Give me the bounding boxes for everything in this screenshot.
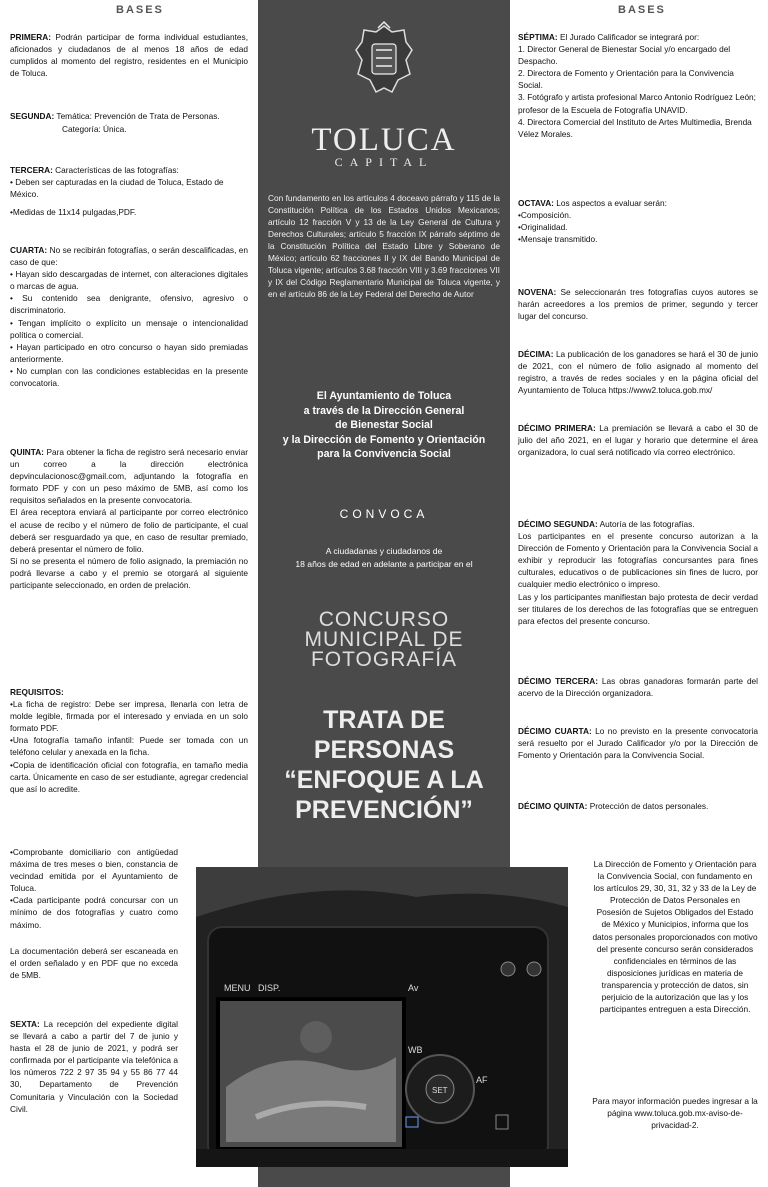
theme-title-line: PREVENCIÓN” <box>295 796 473 824</box>
ayuntamiento-block <box>262 389 506 462</box>
clause-text: La recepción del expediente digital se llevará a cabo a partir del 7 de junio y hasta el 28 de junio de 2021, y podrá ser confirmada por el participante vía telefónica a los números 722 2 97 35 94 y 55 86 77 44 30, Departamento de Prevención Comunitaria y Vinculación con la Sociedad Civil. <box>10 1019 178 1114</box>
brand-name: TOLUCA <box>311 122 457 158</box>
zoom-in-icon <box>527 962 541 976</box>
disp-label: DISP. <box>258 983 281 993</box>
toluca-crest-icon <box>352 20 416 100</box>
clause-text: Protección de datos personales. <box>587 801 709 811</box>
list-item: 3. Fotógrafo y artista profesional Marco Antonio Rodríguez León; profesor de la Escuela de Fotografía UNAVID. <box>518 92 756 115</box>
list-item: •Copia de identificación oficial con fotografía, en tamaño media carta. Únicamente en caso de ser estudiante, agregar credencial que así lo acredite. <box>10 759 248 794</box>
clause-label: DÉCIMO PRIMERA: <box>518 423 596 433</box>
clause-text: La publicación de los ganadores se hará el 30 de junio de 2021, con el número de folio asignado al momento del registro, a través de redes sociales y en la página oficial del Ayuntamiento de Toluca https://www2.toluca.gob.mx/ <box>518 349 758 396</box>
clause-label: OCTAVA: <box>518 198 554 208</box>
legal-foundation: Con fundamento en los artículos 4 doceavo párrafo y 115 de la Constitución Política de los Estados Unidos Mexicanos; artículo 12 fracción V y 13 de la Ley General de Cultura y Derechos Culturales; artículo 5 fracción IX párrafo séptimo de la Constitución Política del Estado Libre y Soberano de México; artículo 62 fracciones II y IX del Bando Municipal de Toluca vigente; artículos 3.68 fracción VIII y 3.69 fracciones VII y IX del Código Reglamentario Municipal de Toluca vigente, y en el artículo 86 de la Ley Federal del Derecho de Autor <box>268 193 500 299</box>
requisitos-continued <box>10 846 178 981</box>
clause-text: Lo no previsto en la presente convocatoria será resuelto por el Jurado Calificador y/o por la Dirección de Fomento y Orientación para la Convivencia Social. <box>518 726 758 761</box>
ayto-line: de Bienestar Social <box>335 419 433 432</box>
contest-title-line: CONCURSO <box>318 608 450 631</box>
list-item: •Cada participante podrá concursar con un mínimo de dos fotografías y cuatro como máximo. <box>10 895 178 930</box>
clause-label: CUARTA: <box>10 245 48 255</box>
camera-illustration <box>196 867 568 1167</box>
brand-subtitle: CAPITAL <box>334 155 434 169</box>
clause-label: DÉCIMO QUINTA: <box>518 801 588 811</box>
list-item: • Hayan sido descargadas de internet, con alteraciones digitales o marcas de agua. <box>10 269 248 292</box>
quinta-clause <box>10 446 248 591</box>
clause-label: DÉCIMO SEGUNDA: <box>518 519 598 529</box>
section-label: REQUISITOS: <box>10 687 64 697</box>
contest-title-line: MUNICIPAL DE <box>304 628 464 651</box>
clause-label: DÉCIMO CUARTA: <box>518 726 592 736</box>
clause-label: SEGUNDA: <box>10 111 55 121</box>
av-label: Av <box>408 983 419 993</box>
segunda-category: Categoría: Única. <box>62 124 127 134</box>
segunda-clause <box>10 110 248 122</box>
list-item: •Composición. <box>518 210 572 221</box>
list-item: • No cumplan con las condiciones establecidas en la presente convocatoria. <box>10 365 248 389</box>
sexta-clause <box>10 1018 178 1115</box>
list-item: •Comprobante domiciliario con antigüedad máxima de tres meses o bien, constancia de vecindad emitida por el Ayuntamiento de Toluca. <box>10 847 178 894</box>
zoom-out-icon <box>501 962 515 976</box>
decimo-tercera-clause <box>518 675 758 699</box>
clause-text: Podrán participar de forma individual estudiantes, aficionados y ciudadanos de al menos 18 años de edad cumplidos al momento del registro, residentes en el Municipio de Toluca. <box>10 32 248 79</box>
primera-clause <box>10 31 248 79</box>
decimo-primera-clause <box>518 422 758 458</box>
clause-text: La premiación se llevará a cabo el 30 de julio del año 2021, en el lugar y horario que determine el área organizadora, lo cual será notificado vía correo electrónico. <box>518 423 759 458</box>
clause-text: Las y los participantes manifiestan bajo protesta de decir verdad ser titulares de los derechos de las fotografías que se entreguen para efectos del presente concurso. <box>518 591 758 626</box>
decima-clause <box>518 348 758 396</box>
theme-title <box>258 705 510 825</box>
clause-label: TERCERA: <box>10 165 53 175</box>
octava-clause <box>518 197 758 245</box>
list-item: •Una fotografía tamaño infantil: Puede ser tomada con un teléfono celular y anexada en la ficha. <box>10 735 248 758</box>
more-info-link[interactable]: Para mayor información puedes ingresar a la página www.toluca.gob.mx-aviso-de-privacidad-2. <box>592 1096 758 1131</box>
clause-text: Temática: Prevención de Trata de Personas. <box>54 111 220 121</box>
ayto-line: y la Dirección de Fomento y Orientación <box>282 433 486 446</box>
invitation-line: A ciudadanas y ciudadanos de <box>325 546 443 556</box>
clause-text: Los aspectos a evaluar serán: <box>553 198 667 208</box>
theme-title-line: PERSONAS <box>313 736 455 764</box>
convoca-heading: CONVOCA <box>339 507 429 521</box>
menu-label: MENU <box>224 983 251 993</box>
clause-text: Autoría de las fotografías. <box>597 519 695 529</box>
list-item: • Deben ser capturadas en la ciudad de Toluca, Estado de México. <box>10 177 224 200</box>
ayto-line: a través de la Dirección General <box>303 404 465 417</box>
decimo-cuarta-clause <box>518 725 758 761</box>
cuarta-clause <box>10 244 248 389</box>
clause-text: Los participantes en el presente concurso autorizan a la Dirección de Fomento y Orientación para la Convivencia Social a exhibir y reproducir las fotografías concursantes para fines culturales, educativos o de publicaciones sin fines de lucro, por cualquier medio electrónico o impreso. <box>518 531 758 590</box>
clause-text: No se recibirán fotografías, o serán descalificadas, en caso de que: <box>10 245 248 268</box>
clause-label: QUINTA: <box>10 447 44 457</box>
clause-text: Las obras ganadoras formarán parte del acervo de la Dirección organizadora. <box>518 676 759 699</box>
list-item: •Mensaje transmitido. <box>518 234 598 245</box>
list-item: •La ficha de registro: Debe ser impresa, llenarla con letra de molde legible, firmada por el interesado y enviada en un solo formato PDF. <box>10 699 248 734</box>
clause-label: SÉPTIMA: <box>518 32 558 42</box>
clause-text: El Jurado Calificador se integrará por: <box>557 32 700 42</box>
invitation-line: 18 años de edad en adelante a participar en el <box>295 559 473 569</box>
list-item: • Tengan implícito o explícito un mensaje o intencionalidad política o comercial. <box>10 317 248 340</box>
clause-text: Si no se presenta el número de folio asignado, la premiación no podrá llevarse a cabo y el premio se otorgará al siguiente participante seleccionado, en orden de prelación. <box>10 555 248 591</box>
clause-text: Se seleccionarán tres fotografías cuyos autores se harán acreedores a los premios de primer, segundo y tercer lugar del concurso. <box>518 287 758 322</box>
tercera-clause <box>10 164 248 218</box>
contest-title <box>258 610 510 670</box>
bases-heading: BASES <box>618 4 666 16</box>
bases-heading: BASES <box>116 4 164 16</box>
list-item: La documentación deberá ser escaneada en el orden señalado y en PDF que no exceda de 5MB. <box>10 945 178 980</box>
decimo-segunda-clause <box>518 518 758 627</box>
list-item: 1. Director General de Bienestar Social y/o encargado del Despacho. <box>518 44 731 67</box>
list-item: •Originalidad. <box>518 222 568 233</box>
list-item: 2. Directora de Fomento y Orientación para la Convivencia Social. <box>518 68 734 91</box>
clause-text: Características de las fotografías: <box>52 165 179 175</box>
af-label: AF <box>476 1075 488 1085</box>
clause-text: El área receptora enviará al participante por correo electrónico el acuse de recibo y el número de folio de participante, el cual deberá ser resguardado ya que, en caso de resultar premiado, deberá presentar el número de folio. <box>10 507 248 554</box>
set-label: SET <box>432 1086 448 1095</box>
clause-label: DÉCIMA: <box>518 349 554 359</box>
theme-title-line: “ENFOQUE A LA <box>284 766 484 794</box>
wb-label: WB <box>408 1045 423 1055</box>
list-item: • Su contenido sea denigrante, ofensivo, agresivo o discriminatorio. <box>10 293 248 316</box>
septima-clause <box>518 31 758 140</box>
clause-text: Para obtener la ficha de registro será necesario enviar un correo a la dirección electrónica depvinculacionosc@gmail.com, adjuntando la fotografía en formato PDF y con un peso máximo de 5MB, así como los requisitos señalados en la presente convocatoria. <box>10 447 248 506</box>
list-item: 4. Directora Comercial del Instituto de Artes Multimedia, Brenda Vélez Morales. <box>518 116 752 139</box>
ayto-line: El Ayuntamiento de Toluca <box>316 390 452 402</box>
decimo-quinta-clause <box>518 800 758 812</box>
clause-label: SEXTA: <box>10 1019 40 1029</box>
theme-title-line: TRATA DE <box>323 706 445 734</box>
clause-label: NOVENA: <box>518 287 557 297</box>
novena-clause <box>518 286 758 322</box>
ayto-line: para la Convivencia Social <box>317 448 451 461</box>
privacy-notice: La Dirección de Fomento y Orientación para la Convivencia Social, con fundamento en los artículos 29, 30, 31, 32 y 33 de la Ley de Protección de Datos Personales en Posesión de Sujetos Obligados del Estado de México y Municipios, informa que los datos personales proporcionados con motivo del presente concurso serán considerados confidenciales en términos de las disposiciones jurídicas en materia de transparencia y protección de datos, sin perjuicio de la autorización que las y los participantes entreguen a esta Dirección. <box>592 859 758 1015</box>
requisitos-section <box>10 686 248 795</box>
clause-label: DÉCIMO TERCERA: <box>518 676 598 686</box>
clause-label: PRIMERA: <box>10 32 52 42</box>
list-item: •Medidas de 11x14 pulgadas,PDF. <box>10 207 137 218</box>
invitation-text <box>262 545 506 571</box>
contest-title-line: FOTOGRAFÍA <box>310 648 458 671</box>
list-item: • Hayan participado en otro concurso o hayan sido premiadas anteriormente. <box>10 341 248 364</box>
